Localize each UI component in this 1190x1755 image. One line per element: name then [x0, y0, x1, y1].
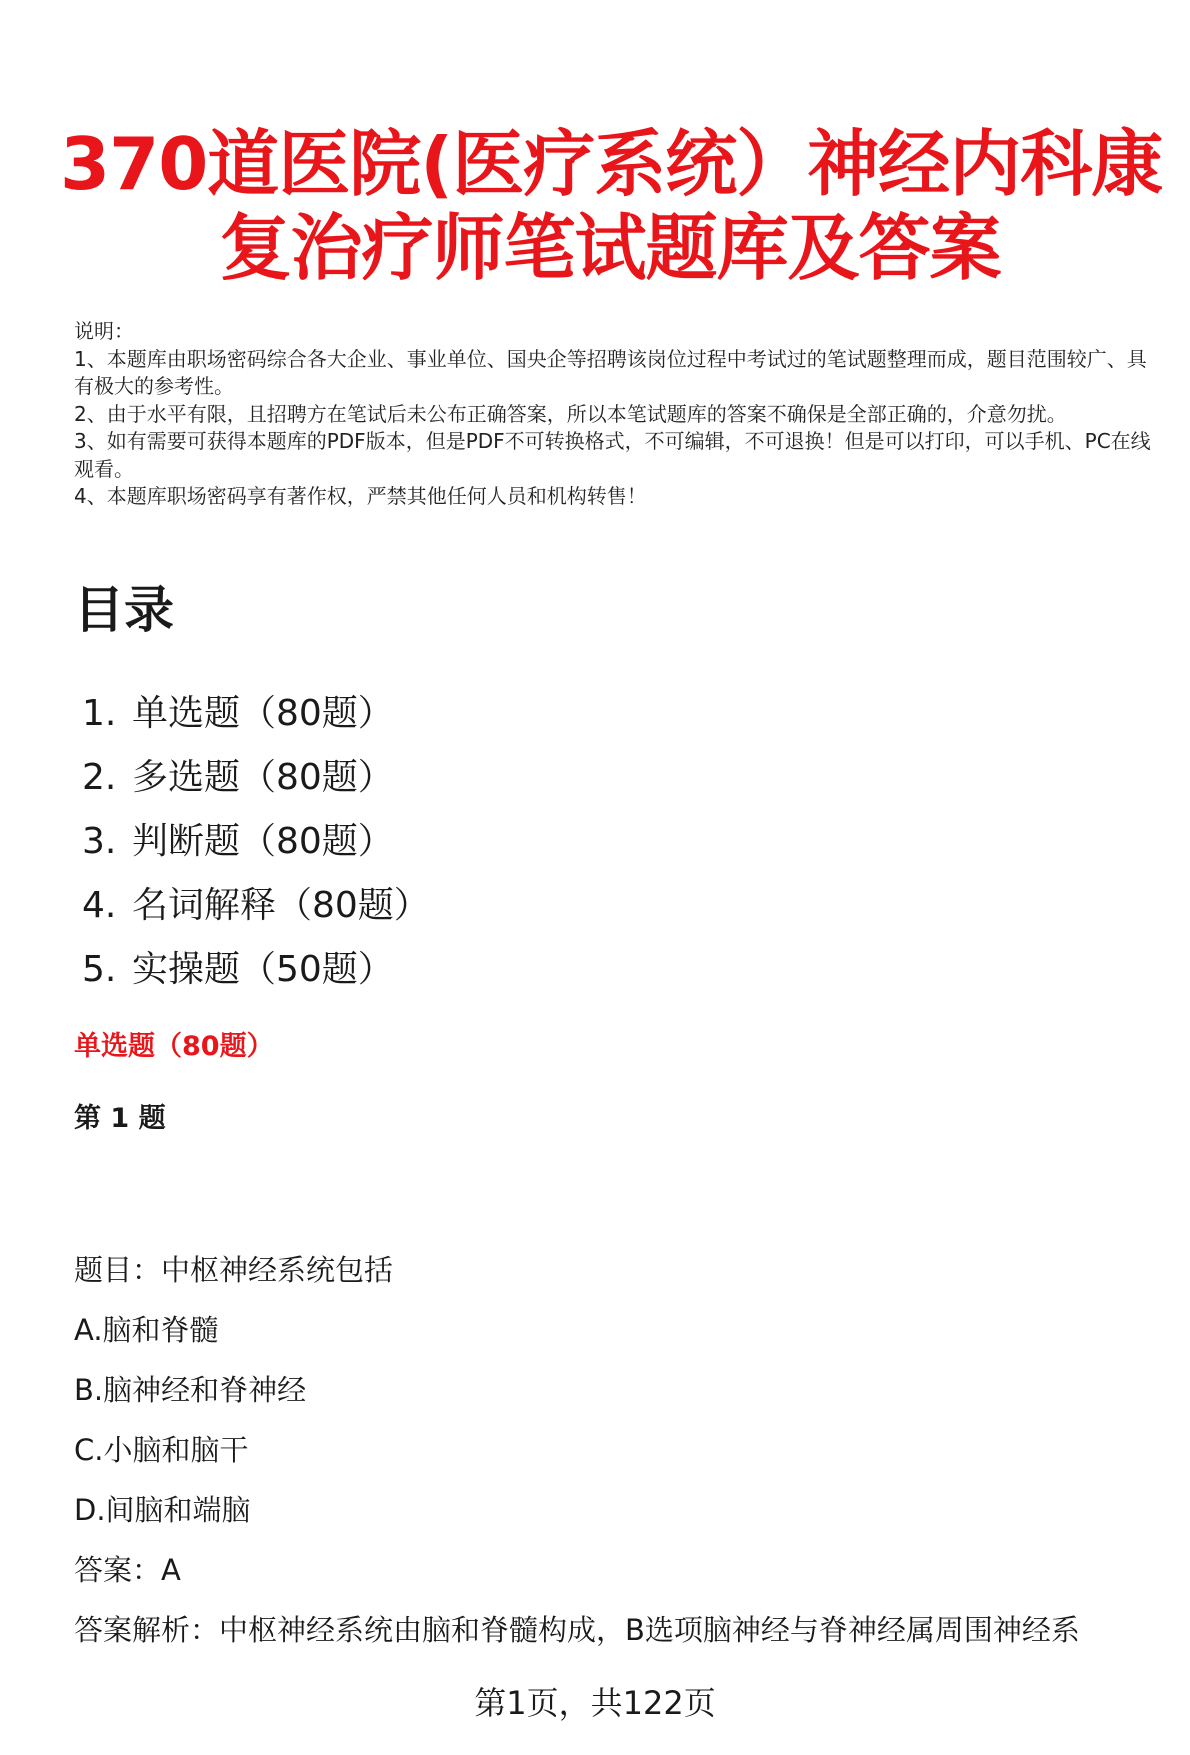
option-a: A.脑和脊髓 — [74, 1313, 219, 1347]
toc-item-number: 4. — [82, 885, 117, 926]
question-stem: 题目：中枢神经系统包括 — [74, 1253, 394, 1287]
toc-item-label: 判断题（80题） — [132, 821, 394, 862]
toc-item-number: 5. — [82, 949, 117, 990]
answer-explanation: 答案解析：中枢神经系统由脑和脊髓构成，B选项脑神经与脊神经属周围神经系 — [74, 1613, 1080, 1647]
option-b: B.脑神经和脊神经 — [74, 1373, 307, 1407]
toc-item-label: 单选题（80题） — [132, 693, 394, 734]
option-d: D.间脑和端脑 — [74, 1493, 251, 1527]
toc-item-number: 3. — [82, 821, 117, 862]
title-line-1: 370道医院(医疗系统）神经内科康 — [60, 122, 1163, 206]
toc-item-label: 实操题（50题） — [132, 949, 394, 990]
answer: 答案：A — [74, 1553, 181, 1587]
toc-item-number: 1. — [82, 693, 117, 734]
page-footer: 第1页，共122页 — [474, 1684, 716, 1722]
toc-item-single-choice[interactable] — [82, 682, 430, 746]
note-item: 3、如有需要可获得本题库的PDF版本，但是PDF不可转换格式，不可编辑，不可退换！但是可以打印，可以手机、PC在线观看。 — [74, 429, 1151, 481]
document-title — [60, 122, 1163, 290]
notes-block — [74, 318, 1154, 511]
option-c: C.小脑和脑干 — [74, 1433, 249, 1467]
note-item: 4、本题库职场密码享有著作权，严禁其他任何人员和机构转售！ — [74, 484, 647, 508]
title-line-2: 复治疗师笔试题库及答案 — [219, 206, 1001, 290]
toc-item-label: 名词解释（80题） — [132, 885, 430, 926]
note-item: 2、由于水平有限，且招聘方在笔试后未公布正确答案，所以本笔试题库的答案不确保是全部正确的，介意勿扰。 — [74, 401, 1067, 426]
notes-heading: 说明： — [74, 319, 134, 343]
toc-list — [82, 682, 430, 1002]
toc-item-number: 2. — [82, 757, 117, 798]
toc-heading: 目录 — [74, 581, 174, 639]
question-body — [74, 1240, 1154, 1660]
toc-item-term-definitions[interactable] — [82, 874, 430, 938]
toc-item-practical[interactable] — [82, 938, 430, 1002]
toc-item-true-false[interactable] — [82, 810, 430, 874]
toc-item-multiple-choice[interactable] — [82, 746, 430, 810]
question-number: 第 1 题 — [74, 1103, 166, 1134]
toc-item-label: 多选题（80题） — [132, 757, 394, 798]
note-item: 1、本题库由职场密码综合各大企业、事业单位、国央企等招聘该岗位过程中考试过的笔试题整理而成，题目范围较广、具有极大的参考性。 — [74, 346, 1147, 398]
section-title: 单选题（80题） — [74, 1031, 274, 1062]
